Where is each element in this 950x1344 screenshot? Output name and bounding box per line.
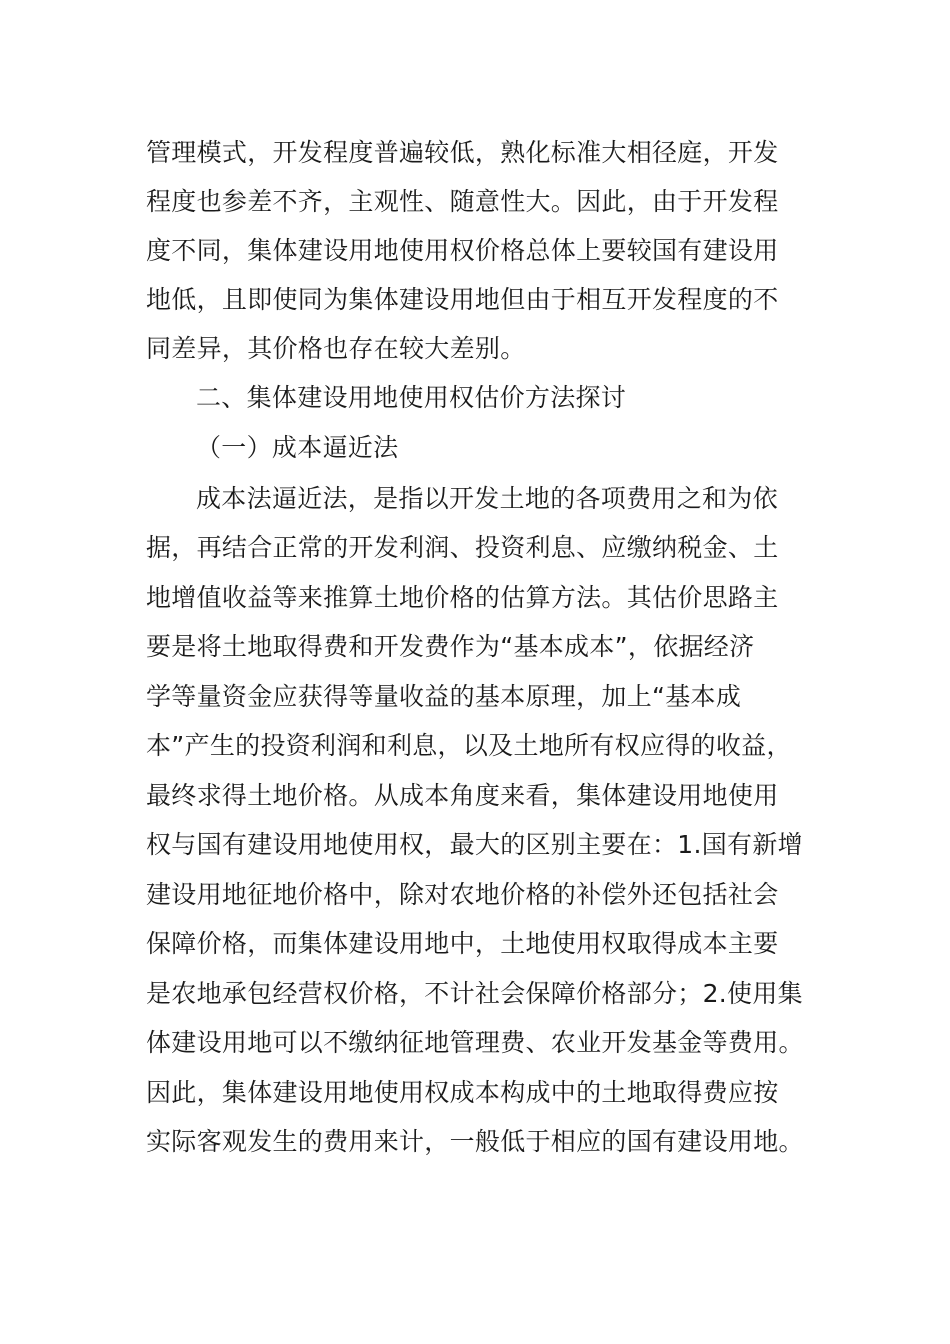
section-heading: 二、集体建设用地使用权估价方法探讨 <box>196 383 627 412</box>
paragraph-2-line-2: 据，再结合正常的开发利润、投资利息、应缴纳税金、土 <box>146 533 779 562</box>
paragraph-2-line-14: 实际客观发生的费用来计，一般低于相应的国有建设用地。 <box>146 1127 804 1156</box>
paragraph-1-line-1: 管理模式，开发程度普遍较低，熟化标准大相径庭，开发 <box>146 138 779 167</box>
paragraph-2-line-10: 保障价格，而集体建设用地中，土地使用权取得成本主要 <box>146 929 779 958</box>
paragraph-2-line-12: 体建设用地可以不缴纳征地管理费、农业开发基金等费用。 <box>146 1028 804 1057</box>
paragraph-2-line-8: 权与国有建设用地使用权，最大的区别主要在：1.国有新增 <box>146 830 803 859</box>
paragraph-2-line-13: 因此，集体建设用地使用权成本构成中的土地取得费应按 <box>146 1078 779 1107</box>
subsection-heading: （一）成本逼近法 <box>196 433 399 462</box>
paragraph-2-line-1: 成本法逼近法，是指以开发土地的各项费用之和为依 <box>196 484 778 513</box>
paragraph-1-line-4: 地低，且即使同为集体建设用地但由于相互开发程度的不 <box>146 285 779 314</box>
paragraph-2-line-9: 建设用地征地价格中，除对农地价格的补偿外还包括社会 <box>146 880 779 909</box>
paragraph-2-line-5: 学等量资金应获得等量收益的基本原理，加上“基本成 <box>146 682 742 711</box>
paragraph-1-line-5: 同差异，其价格也存在较大差别。 <box>146 334 526 363</box>
paragraph-2-line-3: 地增值收益等来推算土地价格的估算方法。其估价思路主 <box>146 583 779 612</box>
paragraph-2-line-4: 要是将土地取得费和开发费作为“基本成本”，依据经济 <box>146 632 755 661</box>
paragraph-2-line-11: 是农地承包经营权价格，不计社会保障价格部分；2.使用集 <box>146 979 803 1008</box>
paragraph-1-line-3: 度不同，集体建设用地使用权价格总体上要较国有建设用 <box>146 236 779 265</box>
paragraph-2-line-6: 本”产生的投资利润和利息，以及土地所有权应得的收益， <box>146 731 792 760</box>
paragraph-2-line-7: 最终求得土地价格。从成本角度来看，集体建设用地使用 <box>146 781 779 810</box>
paragraph-1-line-2: 程度也参差不齐，主观性、随意性大。因此，由于开发程 <box>146 187 779 216</box>
